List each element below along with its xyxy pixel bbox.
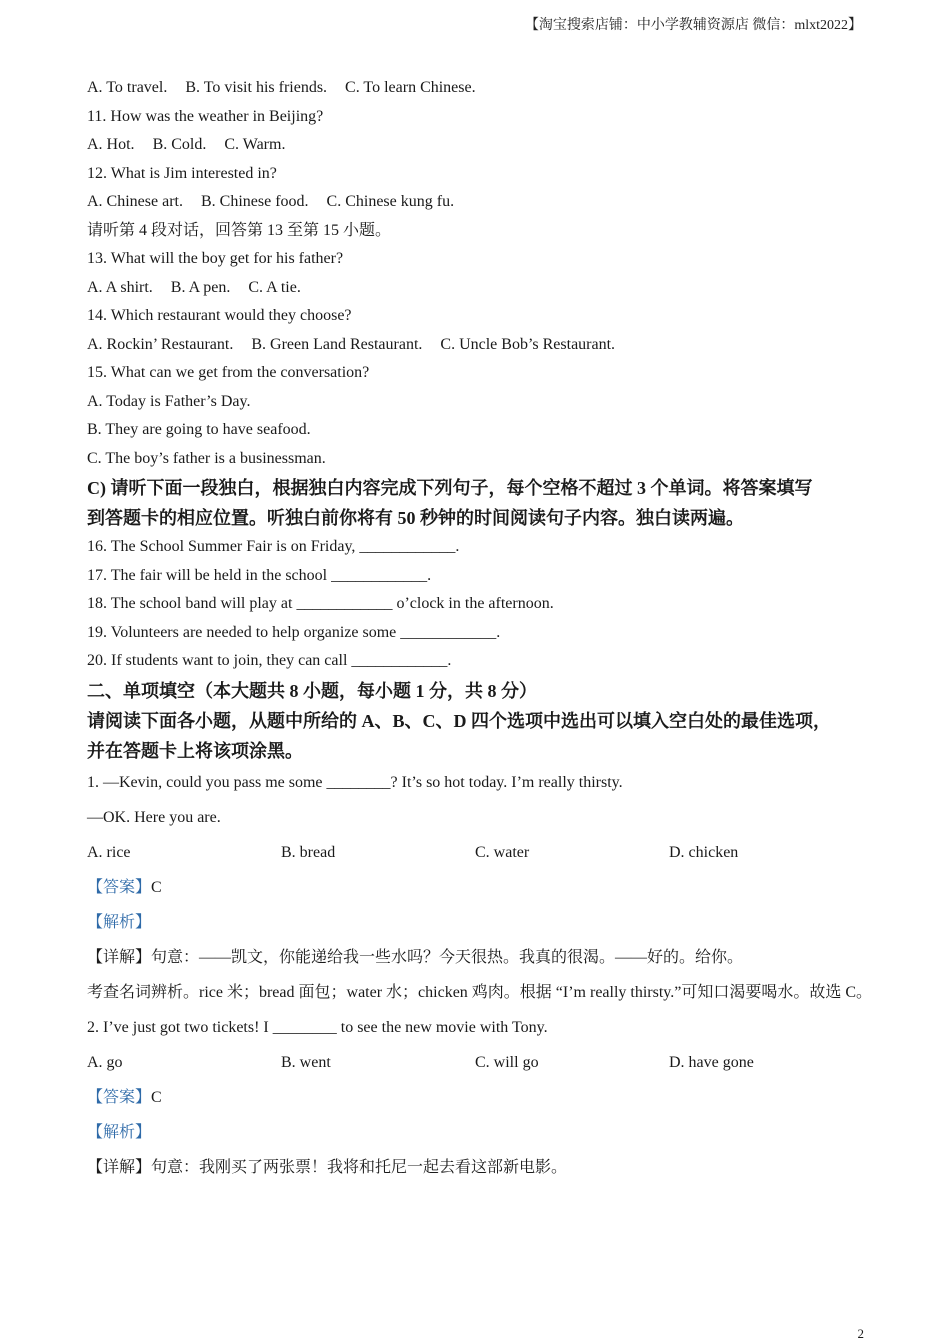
answer-label: 【答案】	[87, 878, 152, 896]
option-a: A. Chinese art.	[87, 193, 183, 210]
analysis-label: 【解析】	[87, 913, 152, 931]
section2-title: 二、单项填空（本大题共 8 小题，每小题 1 分，共 8 分）	[87, 680, 537, 701]
option-b: B. Chinese food.	[200, 193, 309, 210]
option-b: B. Green Land Restaurant.	[251, 335, 423, 353]
q1-reply: —OK. Here you are.	[87, 808, 221, 826]
q15-option-b: B. They are going to have seafood.	[87, 421, 311, 438]
option-b: B. bread	[281, 843, 336, 861]
q10-options	[87, 74, 877, 103]
q2-options	[87, 1045, 877, 1080]
q1-stem: 1. —Kevin, could you pass me some ________? It’s so hot today. I’m really thirsty.	[87, 773, 623, 791]
section2-instruction-line2: 并在答题卡上将该项涂黑。	[87, 740, 303, 761]
q13-options	[87, 274, 877, 303]
q11-stem: 11. How was the weather in Beijing?	[87, 107, 324, 125]
option-c: C. Warm.	[224, 136, 286, 153]
option-b: B. To visit his friends.	[185, 79, 328, 96]
fill-item-17: 17. The fair will be held in the school ____________.	[87, 566, 432, 584]
fill-item-19: 19. Volunteers are needed to help organize some ____________.	[87, 623, 501, 641]
option-a: A. Rockin’ Restaurant.	[87, 335, 234, 353]
option-a: A. A shirt.	[87, 278, 153, 296]
q14-stem: 14. Which restaurant would they choose?	[87, 307, 352, 324]
option-c: C. Chinese kung fu.	[326, 193, 455, 210]
part-c-instruction-line1: C) 请听下面一段独白，根据独白内容完成下列句子，每个空格不超过 3 个单词。将答案填写	[87, 478, 813, 498]
page-number: 2	[857, 1326, 864, 1341]
option-b: B. A pen.	[170, 278, 231, 296]
q15-stem: 15. What can we get from the conversation?	[87, 364, 370, 381]
page-content	[87, 74, 877, 1185]
option-c: C. Uncle Bob’s Restaurant.	[440, 335, 616, 353]
q15-option-c: C. The boy’s father is a businessman.	[87, 449, 326, 467]
option-b: B. Cold.	[152, 136, 207, 153]
q12-options	[87, 188, 877, 217]
fill-item-18: 18. The school band will play at ____________ o’clock in the afternoon.	[87, 595, 554, 612]
q1-explanation: 考查名词辨析。rice 米；bread 面包；water 水；chicken 鸡肉。根据 “I’m really thirsty.”可知口渴要喝水。故选 C。	[87, 983, 873, 1001]
q2-stem: 2. I’ve just got two tickets! I ________ to see the new movie with Tony.	[87, 1018, 548, 1036]
option-c: C. will go	[475, 1053, 539, 1071]
answer-value: C	[151, 878, 162, 896]
q13-stem: 13. What will the boy get for his father?	[87, 250, 344, 267]
q11-options	[87, 131, 877, 160]
part-c-instruction-line2: 到答题卡的相应位置。听独白前你将有 50 秒钟的时间阅读句子内容。独白读两遍。	[87, 508, 744, 528]
q12-stem: 12. What is Jim interested in?	[87, 164, 277, 182]
q1-analysis	[87, 905, 877, 940]
q15-option-a: A. Today is Father’s Day.	[87, 392, 251, 410]
section4-instruction: 请听第 4 段对话，回答第 13 至第 15 小题。	[87, 221, 392, 239]
option-d: D. chicken	[669, 843, 739, 861]
section2-instruction-line1: 请阅读下面各小题，从题中所给的 A、B、C、D 四个选项中选出可以填入空白处的最佳选项，	[87, 710, 831, 731]
option-c: C. water	[475, 843, 530, 861]
option-c: C. To learn Chinese.	[345, 79, 476, 96]
q1-options	[87, 835, 877, 870]
option-a: A. Hot.	[87, 136, 135, 153]
q1-detail: 【详解】句意：——凯文，你能递给我一些水吗？今天很热。我真的很渴。——好的。给你。	[87, 948, 744, 966]
option-c: C. A tie.	[248, 278, 301, 296]
option-a: A. To travel.	[87, 79, 168, 96]
answer-value: C	[151, 1088, 162, 1106]
answer-label: 【答案】	[87, 1088, 152, 1106]
option-d: D. have gone	[669, 1053, 754, 1071]
analysis-label: 【解析】	[87, 1123, 152, 1141]
q14-options	[87, 331, 877, 360]
q2-detail: 【详解】句意：我刚买了两张票！我将和托尼一起去看这部新电影。	[87, 1158, 568, 1176]
option-a: A. go	[87, 1053, 123, 1071]
q2-analysis	[87, 1115, 877, 1150]
q2-answer	[87, 1080, 877, 1115]
option-a: A. rice	[87, 843, 131, 861]
fill-item-20: 20. If students want to join, they can call ____________.	[87, 652, 452, 669]
q1-answer	[87, 870, 877, 905]
fill-item-16: 16. The School Summer Fair is on Friday, ____________.	[87, 538, 460, 555]
option-b: B. went	[281, 1053, 331, 1071]
header-note: 【淘宝搜索店铺：中小学教辅资源店 微信：mlxt2022】	[524, 18, 862, 33]
